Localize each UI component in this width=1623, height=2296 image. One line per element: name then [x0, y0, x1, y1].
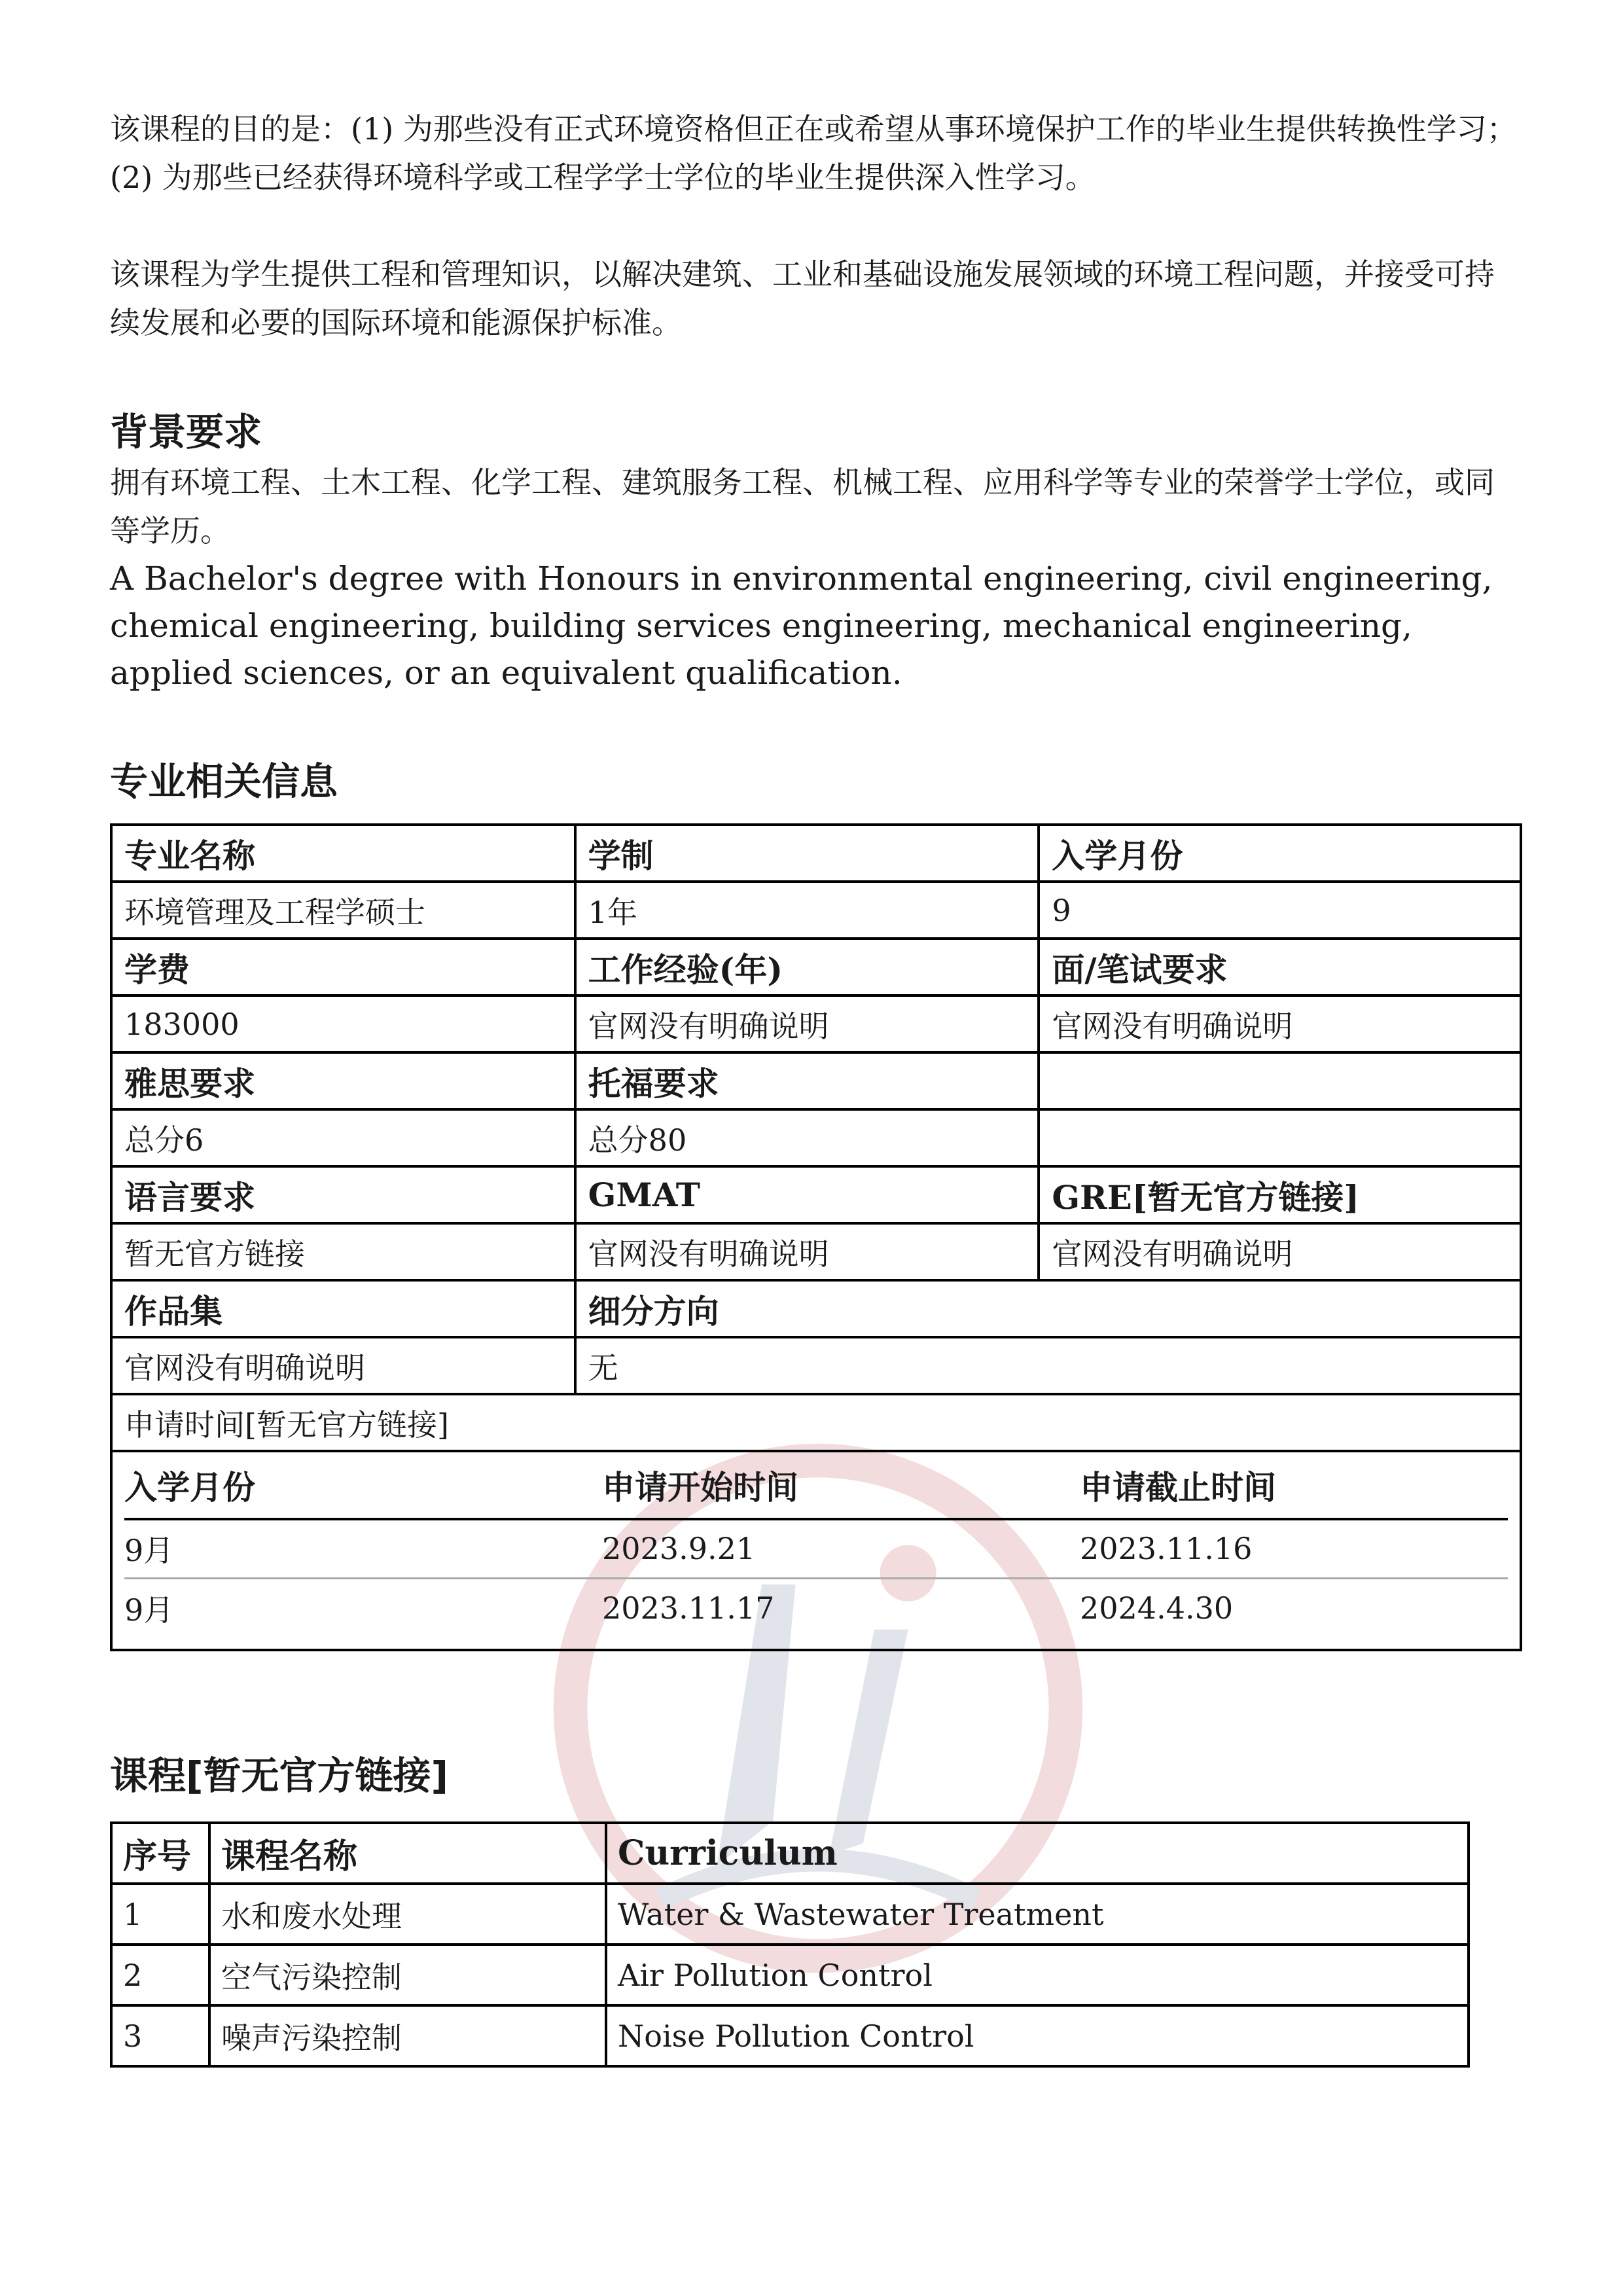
schedule-intake: 9月: [124, 1592, 174, 1628]
program-name-value: 环境管理及工程学硕士: [111, 882, 575, 939]
gmat-label: GMAT: [575, 1166, 1039, 1223]
ielts-value: 总分6: [111, 1109, 575, 1166]
gre-value: 官网没有明确说明: [1039, 1223, 1521, 1280]
schedule-header-intake: 入学月份: [124, 1452, 602, 1519]
intro-paragraph-2: 该课程为学生提供工程和管理知识，以解决建筑、工业和基础设施发展领域的环境工程问题，并接受可持续发展和必要的国际环境和能源保护标准。: [110, 257, 1495, 340]
table-row: [111, 1884, 1469, 1945]
direction-label: 细分方向: [575, 1280, 1521, 1337]
application-time-label: 申请时间[暂无官方链接]: [111, 1394, 1521, 1451]
ielts-label: 雅思要求: [111, 1052, 575, 1109]
work-exp-label: 工作经验(年): [575, 939, 1039, 996]
tuition-label: 学费: [111, 939, 575, 996]
info-heading: 专业相关信息: [110, 759, 338, 804]
background-heading: 背景要求: [110, 410, 262, 454]
portfolio-value: 官网没有明确说明: [111, 1337, 575, 1394]
background-en: A Bachelor's degree with Honours in environmental engineering, civil engineering, chemical engineering, building services engineering, mechanical engineering, applied sciences, or an equivalent qualification.: [110, 560, 1493, 692]
curriculum-header-en: Curriculum: [606, 1823, 1469, 1884]
table-row: [111, 1945, 1469, 2005]
gmat-value: 官网没有明确说明: [575, 1223, 1039, 1280]
duration-label: 学制: [575, 825, 1039, 882]
course-name-en: Air Pollution Control: [606, 1945, 1469, 2005]
course-name-en: Noise Pollution Control: [606, 2005, 1469, 2066]
curriculum-header-no: 序号: [111, 1823, 209, 1884]
schedule-deadline: 2023.11.16: [1080, 1519, 1508, 1578]
schedule-intake: 9月: [124, 1519, 602, 1578]
course-number: 1: [111, 1884, 209, 1945]
toefl-value: 总分80: [575, 1109, 1039, 1166]
program-info-table: [110, 823, 1522, 1651]
course-name-zh: 空气污染控制: [209, 1945, 606, 2005]
portfolio-label: 作品集: [111, 1280, 575, 1337]
tuition-value: 183000: [111, 996, 575, 1052]
table-row: [124, 1519, 1508, 1578]
background-zh: 拥有环境工程、土木工程、化学工程、建筑服务工程、机械工程、应用科学等专业的荣誉学士学位，或同等学历。: [110, 465, 1495, 548]
table-row: [111, 2005, 1469, 2066]
course-name-en: Water & Wastewater Treatment: [606, 1884, 1469, 1945]
intake-label: 入学月份: [1039, 825, 1521, 882]
duration-value: 1年: [575, 882, 1039, 939]
empty-cell: [1039, 1052, 1521, 1109]
interview-label: 面/笔试要求: [1039, 939, 1521, 996]
schedule-header-deadline: 申请截止时间: [1080, 1452, 1508, 1519]
schedule-start: 2023.11.17: [602, 1590, 775, 1626]
course-number: 2: [111, 1945, 209, 2005]
empty-cell: [1039, 1109, 1521, 1166]
table-row: [124, 1578, 1508, 1637]
curriculum-header-name: 课程名称: [209, 1823, 606, 1884]
interview-value: 官网没有明确说明: [1039, 996, 1521, 1052]
document-page: [110, 105, 1524, 2068]
schedule-start: 2023.9.21: [602, 1519, 1080, 1578]
work-exp-value: 官网没有明确说明: [575, 996, 1039, 1052]
schedule-deadline: 2024.4.30: [1080, 1590, 1234, 1626]
curriculum-heading: 课程[暂无官方链接]: [110, 1753, 449, 1798]
toefl-label: 托福要求: [575, 1052, 1039, 1109]
language-label: 语言要求: [111, 1166, 575, 1223]
intake-value: 9: [1039, 882, 1521, 939]
program-name-label: 专业名称: [111, 825, 575, 882]
curriculum-table: [110, 1821, 1470, 2068]
schedule-header-start: 申请开始时间: [602, 1452, 1080, 1519]
language-value: 暂无官方链接: [111, 1223, 575, 1280]
course-name-zh: 水和废水处理: [209, 1884, 606, 1945]
intro-paragraph-1: 该课程的目的是：(1) 为那些没有正式环境资格但正在或希望从事环境保护工作的毕业生提供转换性学习；(2) 为那些已经获得环境科学或工程学学士学位的毕业生提供深入性学习。: [110, 111, 1517, 195]
direction-value: 无: [575, 1337, 1521, 1394]
gre-label: GRE[暂无官方链接]: [1039, 1166, 1521, 1223]
course-number: 3: [111, 2005, 209, 2066]
application-schedule-table: [124, 1452, 1508, 1637]
course-name-zh: 噪声污染控制: [209, 2005, 606, 2066]
